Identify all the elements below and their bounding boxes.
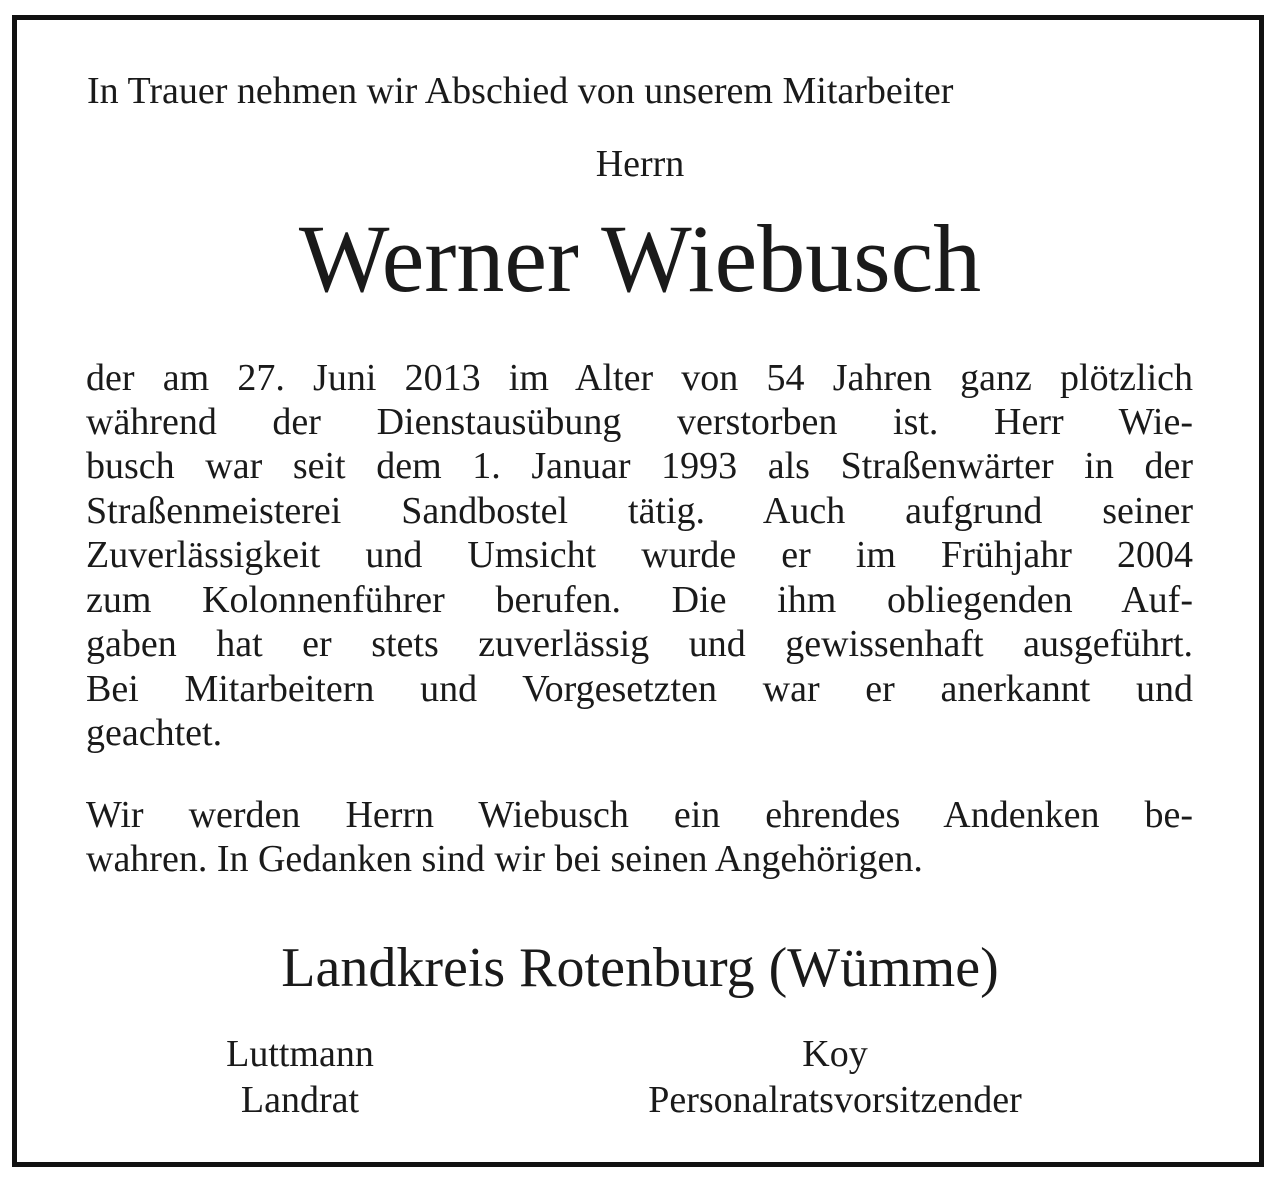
signatory-name: Luttmann <box>226 1033 374 1075</box>
signatory-role: Landrat <box>240 1079 360 1121</box>
paragraph-main-line: Zuverlässigkeit und Umsicht wurde er im Frühjahr 2004 <box>86 534 1193 576</box>
paragraph-main-line: Straßenmeisterei Sandbostel tätig. Auch aufgrund seiner <box>86 490 1193 532</box>
intro-line: In Trauer nehmen wir Abschied von unserem Mitarbeiter <box>87 70 954 112</box>
paragraph-main-line: busch war seit dem 1. Januar 1993 als Straßenwärter in der <box>86 445 1193 487</box>
signatory-name: Koy <box>802 1033 868 1075</box>
paragraph-main-line: der am 27. Juni 2013 im Alter von 54 Jahren ganz plötzlich <box>86 357 1193 399</box>
organization-name: Landkreis Rotenburg (Wümme) <box>281 937 999 999</box>
paragraph-closing-line: wahren. In Gedanken sind wir bei seinen Angehörigen. <box>86 838 923 880</box>
deceased-name: Werner Wiebusch <box>298 205 982 312</box>
salutation: Herrn <box>595 143 685 185</box>
paragraph-main-line: während der Dienstausübung verstorben ist. Herr Wie- <box>86 401 1193 443</box>
paragraph-main-line: zum Kolonnenführer berufen. Die ihm obliegenden Auf- <box>86 579 1193 621</box>
paragraph-main-line: gaben hat er stets zuverlässig und gewissenhaft ausgeführt. <box>86 623 1193 665</box>
paragraph-closing-line: Wir werden Herrn Wiebusch ein ehrendes Andenken be- <box>86 794 1193 836</box>
signatory-role: Personalratsvorsitzender <box>648 1079 1022 1121</box>
paragraph-main-line: Bei Mitarbeitern und Vorgesetzten war er anerkannt und <box>86 668 1193 710</box>
paragraph-main-line: geachtet. <box>86 712 223 754</box>
